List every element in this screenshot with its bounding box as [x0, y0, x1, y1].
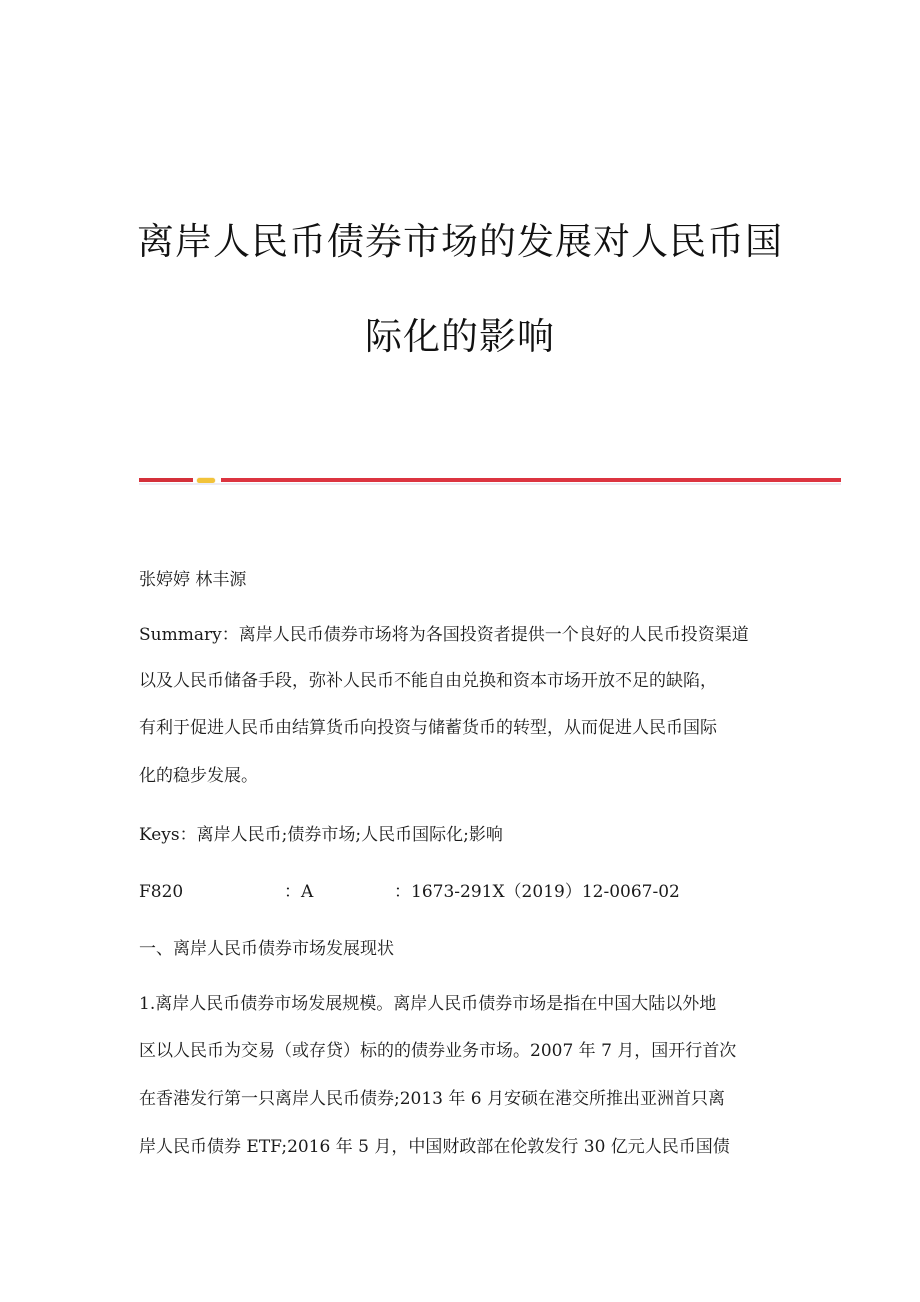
body-line-4: 岸人民币债券 ETF;2016 年 5 月，中国财政部在伦敦发行 30 亿元人民币国债	[139, 1137, 730, 1157]
summary-line-2: 以及人民币储备手段，弥补人民币不能自由兑换和资本市场开放不足的缺陷，	[139, 671, 717, 691]
classification-row	[139, 884, 799, 901]
body-line-1: 1.离岸人民币债券市场发展规模。离岸人民币债券市场是指在中国大陆以外地	[139, 994, 717, 1014]
document-title-line-1: 离岸人民币债券市场的发展对人民币国	[137, 220, 783, 263]
article-id: ：1673-291X（2019）12-0067-02	[394, 882, 680, 902]
document-title-line-2: 际化的影响	[365, 315, 555, 358]
summary-line-3: 有利于促进人民币由结算货币向投资与储蓄货币的转型，从而促进人民币国际	[139, 718, 717, 738]
divider-right-segment	[221, 478, 841, 482]
body-line-3: 在香港发行第一只离岸人民币债券;2013 年 6 月安硕在港交所推出亚洲首只离	[139, 1089, 726, 1109]
authors: 张婷婷 林丰源	[139, 570, 247, 590]
summary-line-4: 化的稳步发展。	[139, 766, 258, 786]
summary-line-1: Summary：离岸人民币债券市场将为各国投资者提供一个良好的人民币投资渠道	[139, 625, 749, 645]
keywords: Keys：离岸人民币;债券市场;人民币国际化;影响	[139, 825, 503, 845]
title-divider	[139, 478, 841, 483]
body-line-2: 区以人民币为交易（或存贷）标的的债券业务市场。2007 年 7 月，国开行首次	[139, 1041, 737, 1061]
classification-code: F820	[139, 882, 184, 902]
divider-shadow	[139, 483, 841, 485]
document-code: ：A	[284, 882, 314, 902]
section-heading: 一、离岸人民币债券市场发展现状	[139, 939, 394, 959]
divider-left-segment	[139, 478, 193, 482]
